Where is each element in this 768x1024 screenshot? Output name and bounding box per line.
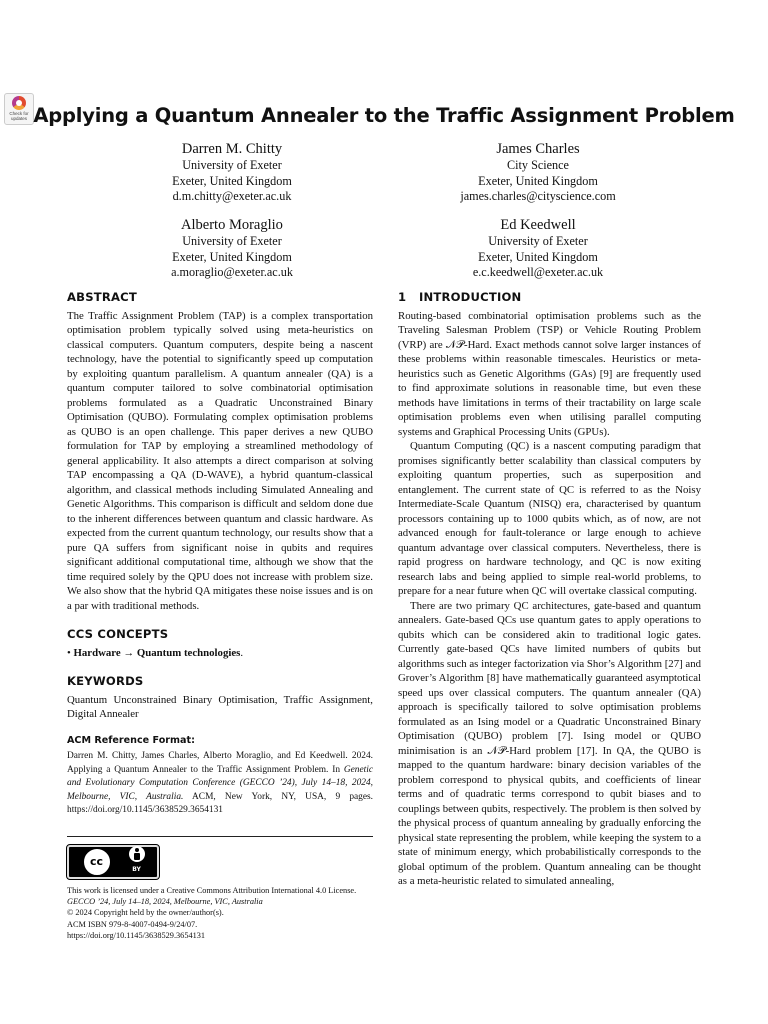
author-email[interactable]: james.charles@cityscience.com bbox=[460, 189, 616, 204]
author-block-3 bbox=[112, 216, 352, 281]
introduction-heading: 1 INTRODUCTION bbox=[398, 290, 522, 304]
author-affiliation: University of Exeter bbox=[488, 234, 588, 248]
intro-paragraph-1: Routing-based combinatorial optimisation problems such as the Traveling Salesman Problem (TSP) or Vehicle Routing Problem (VRP) are 𝒩𝒫-Hard. Exact methods cannot solve larger instances of these problems within reasonable timescales. Heuristics or meta-heuristics such as Genetic Algorithms (GAs) [9] are frequently used to find approximate solutions in reasonable time, but even these methods have limitations in terms of their tractability on large scale optimisation problems even when utilising parallel computing systems and Graphical Processing Units (GPUs). bbox=[398, 309, 701, 438]
author-location: Exeter, United Kingdom bbox=[478, 249, 598, 264]
creative-commons-badge[interactable] bbox=[67, 845, 159, 879]
keywords-text: Quantum Unconstrained Binary Optimisation, Traffic Assignment, Digital Annealer bbox=[67, 693, 373, 720]
ccs-concept: Hardware → Quantum technologies bbox=[73, 646, 241, 659]
ccs-heading: CCS CONCEPTS bbox=[67, 627, 169, 641]
license-venue-line bbox=[67, 896, 373, 907]
intro-paragraph-3: There are two primary QC architectures, gate-based and quantum annealers. Gate-based QCs use quantum gates to apply operations to qubits which can be considered akin to traditional logic gates. Currently gate-based QCs have limited numbers of qubits but algorithms such as integer factorization via Shor’s Algorithm [27] and Grover’s Algorithm [8] have mathematically guaranteed asymptotical speed ups over classical computers. The quantum annealer (QA) approach is specifically tailored to solve optimisation problems formulated as an Ising model or a Quadratic Unconstrained Binary Optimisation (QUBO) problem [7]. Ising model or QUBO minimisation is an 𝒩𝒫-Hard problem [17]. In QA, the QUBO is mapped to the quantum hardware: binary decision variables of the problem correspond to physical qubits, and coefficients of linear terms and of quadratic terms correspond to qubit biases and to couplings between qubits, respectively. The problem is then solved by the physical process of quantum annealing by gradually enforcing the physical state representing the problem, while keeping the system to a state of minimum energy, which probabilistically corresponds to the global optimum of the problem. Quantum annealing can be thought as a meta-heuristic related to simulated annealing, bbox=[398, 599, 701, 887]
acm-reference-venue: Genetic and Evolutionary Computation Conference (GECCO ’24), July 14–18, 2024, Melbourne, VIC, Australia. bbox=[67, 764, 373, 802]
attribution-icon bbox=[129, 846, 145, 862]
acm-reference-prefix: Darren M. Chitty, James Charles, Alberto Moraglio, and Ed Keedwell. 2024. Applying a Quantum Annealer to the Traffic Assignment Problem. In bbox=[67, 751, 373, 775]
left-column bbox=[67, 290, 373, 941]
keywords-heading: KEYWORDS bbox=[67, 674, 144, 688]
author-block-1 bbox=[112, 140, 352, 205]
author-name: James Charles bbox=[496, 141, 580, 157]
author-location: Exeter, United Kingdom bbox=[478, 173, 598, 188]
cc-by-label: BY bbox=[132, 866, 141, 874]
abstract-heading: ABSTRACT bbox=[67, 290, 137, 304]
license-text bbox=[67, 885, 373, 941]
cc-by-group bbox=[129, 846, 145, 878]
author-email[interactable]: e.c.keedwell@exeter.ac.uk bbox=[472, 265, 604, 280]
author-email[interactable]: a.moraglio@exeter.ac.uk bbox=[171, 265, 293, 280]
doi-link[interactable]: https://doi.org/10.1145/3638529.3654131 bbox=[67, 930, 206, 940]
intro-paragraph-2: Quantum Computing (QC) is a nascent computing paradigm that promises significantly better scalability than classical computers by exploiting quantum properties, such as superposition and entanglement. The current state of QC is referred to as the Noisy Intermediate-Scale Quantum (NISQ) era, characterised by quantum processors containing up to 1000 qubits which, as of now, are not advanced enough for fault-tolerance or large enough to achieve quantum advantage over classical computers. Nevertheless, there is rapid progress on hardware technology, and QC is now exiting research labs and being applied to simple real-world problems, to prepare for a near future when QC will overtake classical computing. bbox=[398, 440, 701, 597]
abstract-text: The Traffic Assignment Problem (TAP) is a complex transportation optimisation problem typically solved using meta-heuristics on classical computers. Quantum computers, despite being a nascent technology, have the potential to significantly speed up computation by exploiting quantum parallelism. A quantum annealer (QA) is a quantum computer tailored to solve combinatorial optimisation problems formulated as a Quadratic Unconstrained Binary Optimisation (QUBO). Formulating complex optimisation problems as QUBO is an open challenge. This paper derives a new QUBO formulation for TAP by employing a streamlined methodology of general applicability. It also attempts a direct comparison at solving TAP encompassing a QA (D-WAVE), a hybrid quantum-classical algorithm, and classical methods including Simulated Annealing and Genetic Algorithms. This comparison is difficult and seldom done due to the inherent differences between quantum and classic hardware. As expected from the current quantum technology, our results show that a pure QA suffers from significant noise in qubits and requires significant additional computational time, although we show that the time required solely by the QPU does not increase with problem size. We also show that the hybrid QA mitigates these noise issues and is on a par with traditional methods. bbox=[67, 309, 373, 612]
right-column bbox=[398, 290, 701, 889]
ccs-suffix: . bbox=[240, 646, 244, 659]
author-block-4 bbox=[418, 216, 658, 281]
author-affiliation: University of Exeter bbox=[182, 158, 282, 172]
acm-reference-text bbox=[67, 750, 373, 818]
paper-title: Applying a Quantum Annealer to the Traffic Assignment Problem bbox=[33, 104, 735, 127]
author-name: Darren M. Chitty bbox=[181, 141, 283, 157]
author-location: Exeter, United Kingdom bbox=[172, 249, 292, 264]
cc-icon: cc bbox=[82, 847, 112, 877]
author-name: Alberto Moraglio bbox=[181, 217, 283, 233]
footnote-divider bbox=[67, 836, 373, 837]
author-name: Ed Keedwell bbox=[500, 217, 576, 233]
author-location: Exeter, United Kingdom bbox=[172, 173, 292, 188]
license-venue: GECCO ’24, July 14–18, 2024, Melbourne, VIC, Australia bbox=[67, 897, 263, 907]
ccs-bullet: • bbox=[67, 646, 71, 659]
author-block-2 bbox=[418, 140, 658, 205]
isbn-line: ACM ISBN 979-8-4007-0494-9/24/07. bbox=[67, 919, 198, 929]
author-affiliation: City Science bbox=[507, 158, 569, 172]
ccs-concept-line bbox=[67, 646, 373, 661]
author-affiliation: University of Exeter bbox=[182, 234, 282, 248]
license-line: This work is licensed under a Creative Commons Attribution International 4.0 License. bbox=[67, 885, 357, 895]
acm-reference-heading: ACM Reference Format: bbox=[67, 734, 195, 746]
author-email[interactable]: d.m.chitty@exeter.ac.uk bbox=[172, 189, 292, 204]
check-for-updates-label: Check for updates bbox=[9, 111, 29, 121]
copyright-line: © 2024 Copyright held by the owner/author(s). bbox=[67, 908, 224, 918]
acm-reference-suffix: ACM, New York, NY, USA, 9 pages. https://doi.org/10.1145/3638529.3654131 bbox=[67, 791, 374, 816]
